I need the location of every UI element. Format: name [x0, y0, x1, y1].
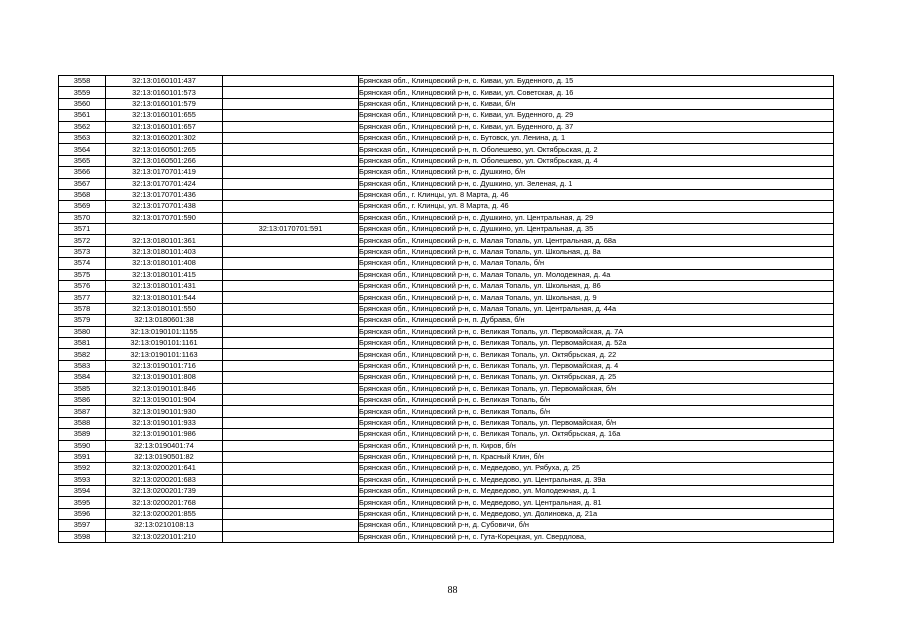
row-number-cell: 3571 [59, 224, 106, 235]
table-row [59, 269, 834, 280]
address-cell: Брянская обл., Клинцовский р-н, с. Малая Топаль, б/н [359, 258, 834, 269]
cadastral-number-alt-cell [223, 463, 359, 474]
row-number-cell: 3593 [59, 474, 106, 485]
address-cell: Брянская обл., Клинцовский р-н, с. Малая Топаль, ул. Центральная, д. 44а [359, 303, 834, 314]
table-row [59, 417, 834, 428]
cadastral-number-alt-cell [223, 326, 359, 337]
address-cell: Брянская обл., Клинцовский р-н, с. Великая Топаль, ул. Первомайская, б/н [359, 417, 834, 428]
table-row [59, 292, 834, 303]
cadastral-number-cell: 32:13:0180101:403 [106, 246, 223, 257]
address-cell: Брянская обл., Клинцовский р-н, с. Великая Топаль, ул. Октябрьская, д. 16а [359, 429, 834, 440]
cadastral-number-cell: 32:13:0190101:930 [106, 406, 223, 417]
cadastral-number-cell: 32:13:0160101:573 [106, 87, 223, 98]
cadastral-number-cell: 32:13:0160501:266 [106, 155, 223, 166]
address-cell: Брянская обл., Клинцовский р-н, с. Медведово, ул. Центральная, д. 81 [359, 497, 834, 508]
row-number-cell: 3595 [59, 497, 106, 508]
address-cell: Брянская обл., Клинцовский р-н, с. Киваи, ул. Буденного, д. 15 [359, 76, 834, 87]
table-row [59, 520, 834, 531]
cadastral-number-alt-cell [223, 451, 359, 462]
table-row [59, 326, 834, 337]
cadastral-number-cell: 32:13:0180101:431 [106, 281, 223, 292]
address-cell: Брянская обл., Клинцовский р-н, с. Великая Топаль, ул. Первомайская, д. 7А [359, 326, 834, 337]
cadastral-number-cell: 32:13:0160201:302 [106, 132, 223, 143]
address-cell: Брянская обл., Клинцовский р-н, с. Киваи, ул. Буденного, д. 29 [359, 110, 834, 121]
table-row [59, 531, 834, 542]
cadastral-number-alt-cell [223, 292, 359, 303]
cadastral-number-alt-cell [223, 121, 359, 132]
cadastral-number-cell: 32:13:0190101:986 [106, 429, 223, 440]
cadastral-number-alt-cell [223, 269, 359, 280]
cadastral-number-cell: 32:13:0160101:657 [106, 121, 223, 132]
table-row [59, 144, 834, 155]
address-cell: Брянская обл., г. Клинцы, ул. 8 Марта, д. 46 [359, 189, 834, 200]
row-number-cell: 3587 [59, 406, 106, 417]
table-row [59, 497, 834, 508]
table-row [59, 189, 834, 200]
row-number-cell: 3583 [59, 360, 106, 371]
address-cell: Брянская обл., Клинцовский р-н, п. Оболешево, ул. Октябрьская, д. 4 [359, 155, 834, 166]
cadastral-number-alt-cell [223, 189, 359, 200]
cadastral-number-alt-cell [223, 303, 359, 314]
row-number-cell: 3575 [59, 269, 106, 280]
table-row [59, 508, 834, 519]
row-number-cell: 3581 [59, 337, 106, 348]
row-number-cell: 3566 [59, 167, 106, 178]
address-cell: Брянская обл., Клинцовский р-н, с. Малая Топаль, ул. Школьная, д. 9 [359, 292, 834, 303]
cadastral-number-alt-cell [223, 167, 359, 178]
row-number-cell: 3579 [59, 315, 106, 326]
row-number-cell: 3561 [59, 110, 106, 121]
cadastral-number-cell: 32:13:0200201:683 [106, 474, 223, 485]
address-cell: Брянская обл., Клинцовский р-н, с. Душкино, ул. Центральная, д. 35 [359, 224, 834, 235]
address-cell: Брянская обл., Клинцовский р-н, с. Великая Топаль, ул. Первомайская, д. 52а [359, 337, 834, 348]
row-number-cell: 3568 [59, 189, 106, 200]
cadastral-number-alt-cell [223, 474, 359, 485]
table-row [59, 440, 834, 451]
cadastral-number-cell: 32:13:0160501:265 [106, 144, 223, 155]
address-cell: Брянская обл., Клинцовский р-н, с. Великая Топаль, б/н [359, 406, 834, 417]
row-number-cell: 3563 [59, 132, 106, 143]
cadastral-number-cell: 32:13:0190101:1161 [106, 337, 223, 348]
row-number-cell: 3591 [59, 451, 106, 462]
cadastral-number-alt-cell [223, 417, 359, 428]
cadastral-number-cell: 32:13:0200201:739 [106, 486, 223, 497]
cadastral-number-alt-cell [223, 87, 359, 98]
cadastral-number-alt-cell [223, 406, 359, 417]
cadastral-number-alt-cell [223, 110, 359, 121]
row-number-cell: 3565 [59, 155, 106, 166]
cadastral-number-cell: 32:13:0190101:1163 [106, 349, 223, 360]
row-number-cell: 3578 [59, 303, 106, 314]
row-number-cell: 3584 [59, 372, 106, 383]
cadastral-number-cell: 32:13:0160101:655 [106, 110, 223, 121]
row-number-cell: 3569 [59, 201, 106, 212]
cadastral-number-alt-cell [223, 508, 359, 519]
table-row [59, 281, 834, 292]
address-cell: Брянская обл., Клинцовский р-н, с. Малая Топаль, ул. Центральная, д. 68а [359, 235, 834, 246]
table-row [59, 76, 834, 87]
table-row [59, 315, 834, 326]
cadastral-number-alt-cell [223, 76, 359, 87]
address-cell: Брянская обл., Клинцовский р-н, с. Великая Топаль, б/н [359, 394, 834, 405]
address-cell: Брянская обл., Клинцовский р-н, с. Малая Топаль, ул. Молодежная, д. 4а [359, 269, 834, 280]
table-row [59, 121, 834, 132]
cadastral-number-alt-cell [223, 155, 359, 166]
table-row [59, 235, 834, 246]
cadastral-number-alt-cell [223, 201, 359, 212]
cadastral-number-cell: 32:13:0180101:361 [106, 235, 223, 246]
row-number-cell: 3567 [59, 178, 106, 189]
address-cell: Брянская обл., Клинцовский р-н, с. Великая Топаль, ул. Октябрьская, д. 22 [359, 349, 834, 360]
table-row [59, 224, 834, 235]
table-row [59, 337, 834, 348]
cadastral-number-alt-cell [223, 315, 359, 326]
cadastral-number-alt-cell [223, 520, 359, 531]
cadastral-number-cell: 32:13:0170701:424 [106, 178, 223, 189]
address-cell: Брянская обл., Клинцовский р-н, п. Дубрава, б/н [359, 315, 834, 326]
cadastral-number-cell: 32:13:0190101:904 [106, 394, 223, 405]
cadastral-number-cell: 32:13:0180101:544 [106, 292, 223, 303]
table-row [59, 474, 834, 485]
address-cell: Брянская обл., Клинцовский р-н, с. Душкино, ул. Центральная, д. 29 [359, 212, 834, 223]
address-cell: Брянская обл., Клинцовский р-н, с. Великая Топаль, ул. Первомайская, д. 4 [359, 360, 834, 371]
cadastral-number-cell: 32:13:0200201:641 [106, 463, 223, 474]
address-cell: Брянская обл., Клинцовский р-н, п. Красный Клин, б/н [359, 451, 834, 462]
row-number-cell: 3588 [59, 417, 106, 428]
table-row [59, 258, 834, 269]
row-number-cell: 3562 [59, 121, 106, 132]
address-cell: Брянская обл., Клинцовский р-н, с. Малая Топаль, ул. Школьная, д. 86 [359, 281, 834, 292]
cadastral-number-alt-cell: 32:13:0170701:591 [223, 224, 359, 235]
address-cell: Брянская обл., Клинцовский р-н, с. Медведово, ул. Центральная, д. 39а [359, 474, 834, 485]
cadastral-number-cell: 32:13:0190101:933 [106, 417, 223, 428]
cadastral-number-cell: 32:13:0180101:408 [106, 258, 223, 269]
row-number-cell: 3582 [59, 349, 106, 360]
row-number-cell: 3558 [59, 76, 106, 87]
address-cell: Брянская обл., Клинцовский р-н, с. Медведово, ул. Молодежная, д. 1 [359, 486, 834, 497]
table-row [59, 212, 834, 223]
cadastral-number-cell: 32:13:0210108:13 [106, 520, 223, 531]
cadastral-number-cell: 32:13:0160101:579 [106, 98, 223, 109]
cadastral-number-alt-cell [223, 372, 359, 383]
table-row [59, 349, 834, 360]
cadastral-number-alt-cell [223, 258, 359, 269]
address-cell: Брянская обл., Клинцовский р-н, с. Киваи, б/н [359, 98, 834, 109]
cadastral-number-cell: 32:13:0160101:437 [106, 76, 223, 87]
address-cell: Брянская обл., Клинцовский р-н, с. Бутовск, ул. Ленина, д. 1 [359, 132, 834, 143]
table-row [59, 406, 834, 417]
address-cell: Брянская обл., Клинцовский р-н, д. Субовичи, б/н [359, 520, 834, 531]
cadastral-number-alt-cell [223, 246, 359, 257]
cadastral-number-cell: 32:13:0190101:1155 [106, 326, 223, 337]
cadastral-number-alt-cell [223, 429, 359, 440]
cadastral-number-cell [106, 224, 223, 235]
page-number: 88 [447, 585, 458, 596]
address-cell: Брянская обл., г. Клинцы, ул. 8 Марта, д. 46 [359, 201, 834, 212]
row-number-cell: 3572 [59, 235, 106, 246]
address-cell: Брянская обл., Клинцовский р-н, с. Душкино, ул. Зеленая, д. 1 [359, 178, 834, 189]
row-number-cell: 3564 [59, 144, 106, 155]
cadastral-number-alt-cell [223, 98, 359, 109]
row-number-cell: 3594 [59, 486, 106, 497]
cadastral-number-alt-cell [223, 360, 359, 371]
table-row [59, 110, 834, 121]
address-cell: Брянская обл., Клинцовский р-н, п. Киров, б/н [359, 440, 834, 451]
cadastral-number-cell: 32:13:0180101:550 [106, 303, 223, 314]
row-number-cell: 3586 [59, 394, 106, 405]
row-number-cell: 3574 [59, 258, 106, 269]
row-number-cell: 3598 [59, 531, 106, 542]
cadastral-number-alt-cell [223, 531, 359, 542]
address-cell: Брянская обл., Клинцовский р-н, с. Медведово, ул. Рябуха, д. 25 [359, 463, 834, 474]
row-number-cell: 3570 [59, 212, 106, 223]
register-table [58, 75, 834, 543]
row-number-cell: 3577 [59, 292, 106, 303]
row-number-cell: 3560 [59, 98, 106, 109]
cadastral-number-alt-cell [223, 349, 359, 360]
table-row [59, 429, 834, 440]
table-row [59, 132, 834, 143]
cadastral-number-cell: 32:13:0200201:768 [106, 497, 223, 508]
address-cell: Брянская обл., Клинцовский р-н, п. Оболешево, ул. Октябрьская, д. 2 [359, 144, 834, 155]
table-row [59, 178, 834, 189]
row-number-cell: 3559 [59, 87, 106, 98]
cadastral-number-alt-cell [223, 178, 359, 189]
table-row [59, 87, 834, 98]
cadastral-number-alt-cell [223, 132, 359, 143]
table-row [59, 372, 834, 383]
table-row [59, 463, 834, 474]
cadastral-number-cell: 32:13:0220101:210 [106, 531, 223, 542]
cadastral-number-cell: 32:13:0190101:716 [106, 360, 223, 371]
table-row [59, 451, 834, 462]
table-row [59, 394, 834, 405]
cadastral-number-alt-cell [223, 486, 359, 497]
table-row [59, 486, 834, 497]
register-table-body [59, 76, 834, 543]
address-cell: Брянская обл., Клинцовский р-н, с. Медведово, ул. Долиновка, д. 21а [359, 508, 834, 519]
table-row [59, 98, 834, 109]
cadastral-number-alt-cell [223, 440, 359, 451]
cadastral-number-alt-cell [223, 394, 359, 405]
row-number-cell: 3589 [59, 429, 106, 440]
cadastral-number-cell: 32:13:0170701:436 [106, 189, 223, 200]
cadastral-number-cell: 32:13:0190501:82 [106, 451, 223, 462]
address-cell: Брянская обл., Клинцовский р-н, с. Киваи, ул. Советская, д. 16 [359, 87, 834, 98]
row-number-cell: 3592 [59, 463, 106, 474]
row-number-cell: 3585 [59, 383, 106, 394]
cadastral-number-cell: 32:13:0170701:438 [106, 201, 223, 212]
address-cell: Брянская обл., Клинцовский р-н, с. Гута-Корецкая, ул. Свердлова, [359, 531, 834, 542]
cadastral-number-alt-cell [223, 281, 359, 292]
cadastral-number-alt-cell [223, 383, 359, 394]
table-row [59, 383, 834, 394]
cadastral-number-cell: 32:13:0180101:415 [106, 269, 223, 280]
table-row [59, 167, 834, 178]
table-row [59, 246, 834, 257]
table-row [59, 201, 834, 212]
cadastral-number-cell: 32:13:0200201:855 [106, 508, 223, 519]
address-cell: Брянская обл., Клинцовский р-н, с. Великая Топаль, ул. Первомайская, б/н [359, 383, 834, 394]
table-row [59, 303, 834, 314]
row-number-cell: 3576 [59, 281, 106, 292]
table-row [59, 155, 834, 166]
address-cell: Брянская обл., Клинцовский р-н, с. Малая Топаль, ул. Школьная, д. 8а [359, 246, 834, 257]
cadastral-number-cell: 32:13:0190401:74 [106, 440, 223, 451]
cadastral-number-alt-cell [223, 337, 359, 348]
cadastral-number-cell: 32:13:0170701:419 [106, 167, 223, 178]
cadastral-number-cell: 32:13:0180601:38 [106, 315, 223, 326]
address-cell: Брянская обл., Клинцовский р-н, с. Великая Топаль, ул. Октябрьская, д. 25 [359, 372, 834, 383]
cadastral-number-alt-cell [223, 497, 359, 508]
row-number-cell: 3590 [59, 440, 106, 451]
cadastral-number-cell: 32:13:0190101:846 [106, 383, 223, 394]
address-cell: Брянская обл., Клинцовский р-н, с. Душкино, б/н [359, 167, 834, 178]
cadastral-number-alt-cell [223, 235, 359, 246]
cadastral-number-alt-cell [223, 144, 359, 155]
cadastral-number-cell: 32:13:0170701:590 [106, 212, 223, 223]
row-number-cell: 3580 [59, 326, 106, 337]
table-row [59, 360, 834, 371]
row-number-cell: 3596 [59, 508, 106, 519]
row-number-cell: 3573 [59, 246, 106, 257]
row-number-cell: 3597 [59, 520, 106, 531]
address-cell: Брянская обл., Клинцовский р-н, с. Киваи, ул. Буденного, д. 37 [359, 121, 834, 132]
cadastral-number-alt-cell [223, 212, 359, 223]
cadastral-number-cell: 32:13:0190101:808 [106, 372, 223, 383]
